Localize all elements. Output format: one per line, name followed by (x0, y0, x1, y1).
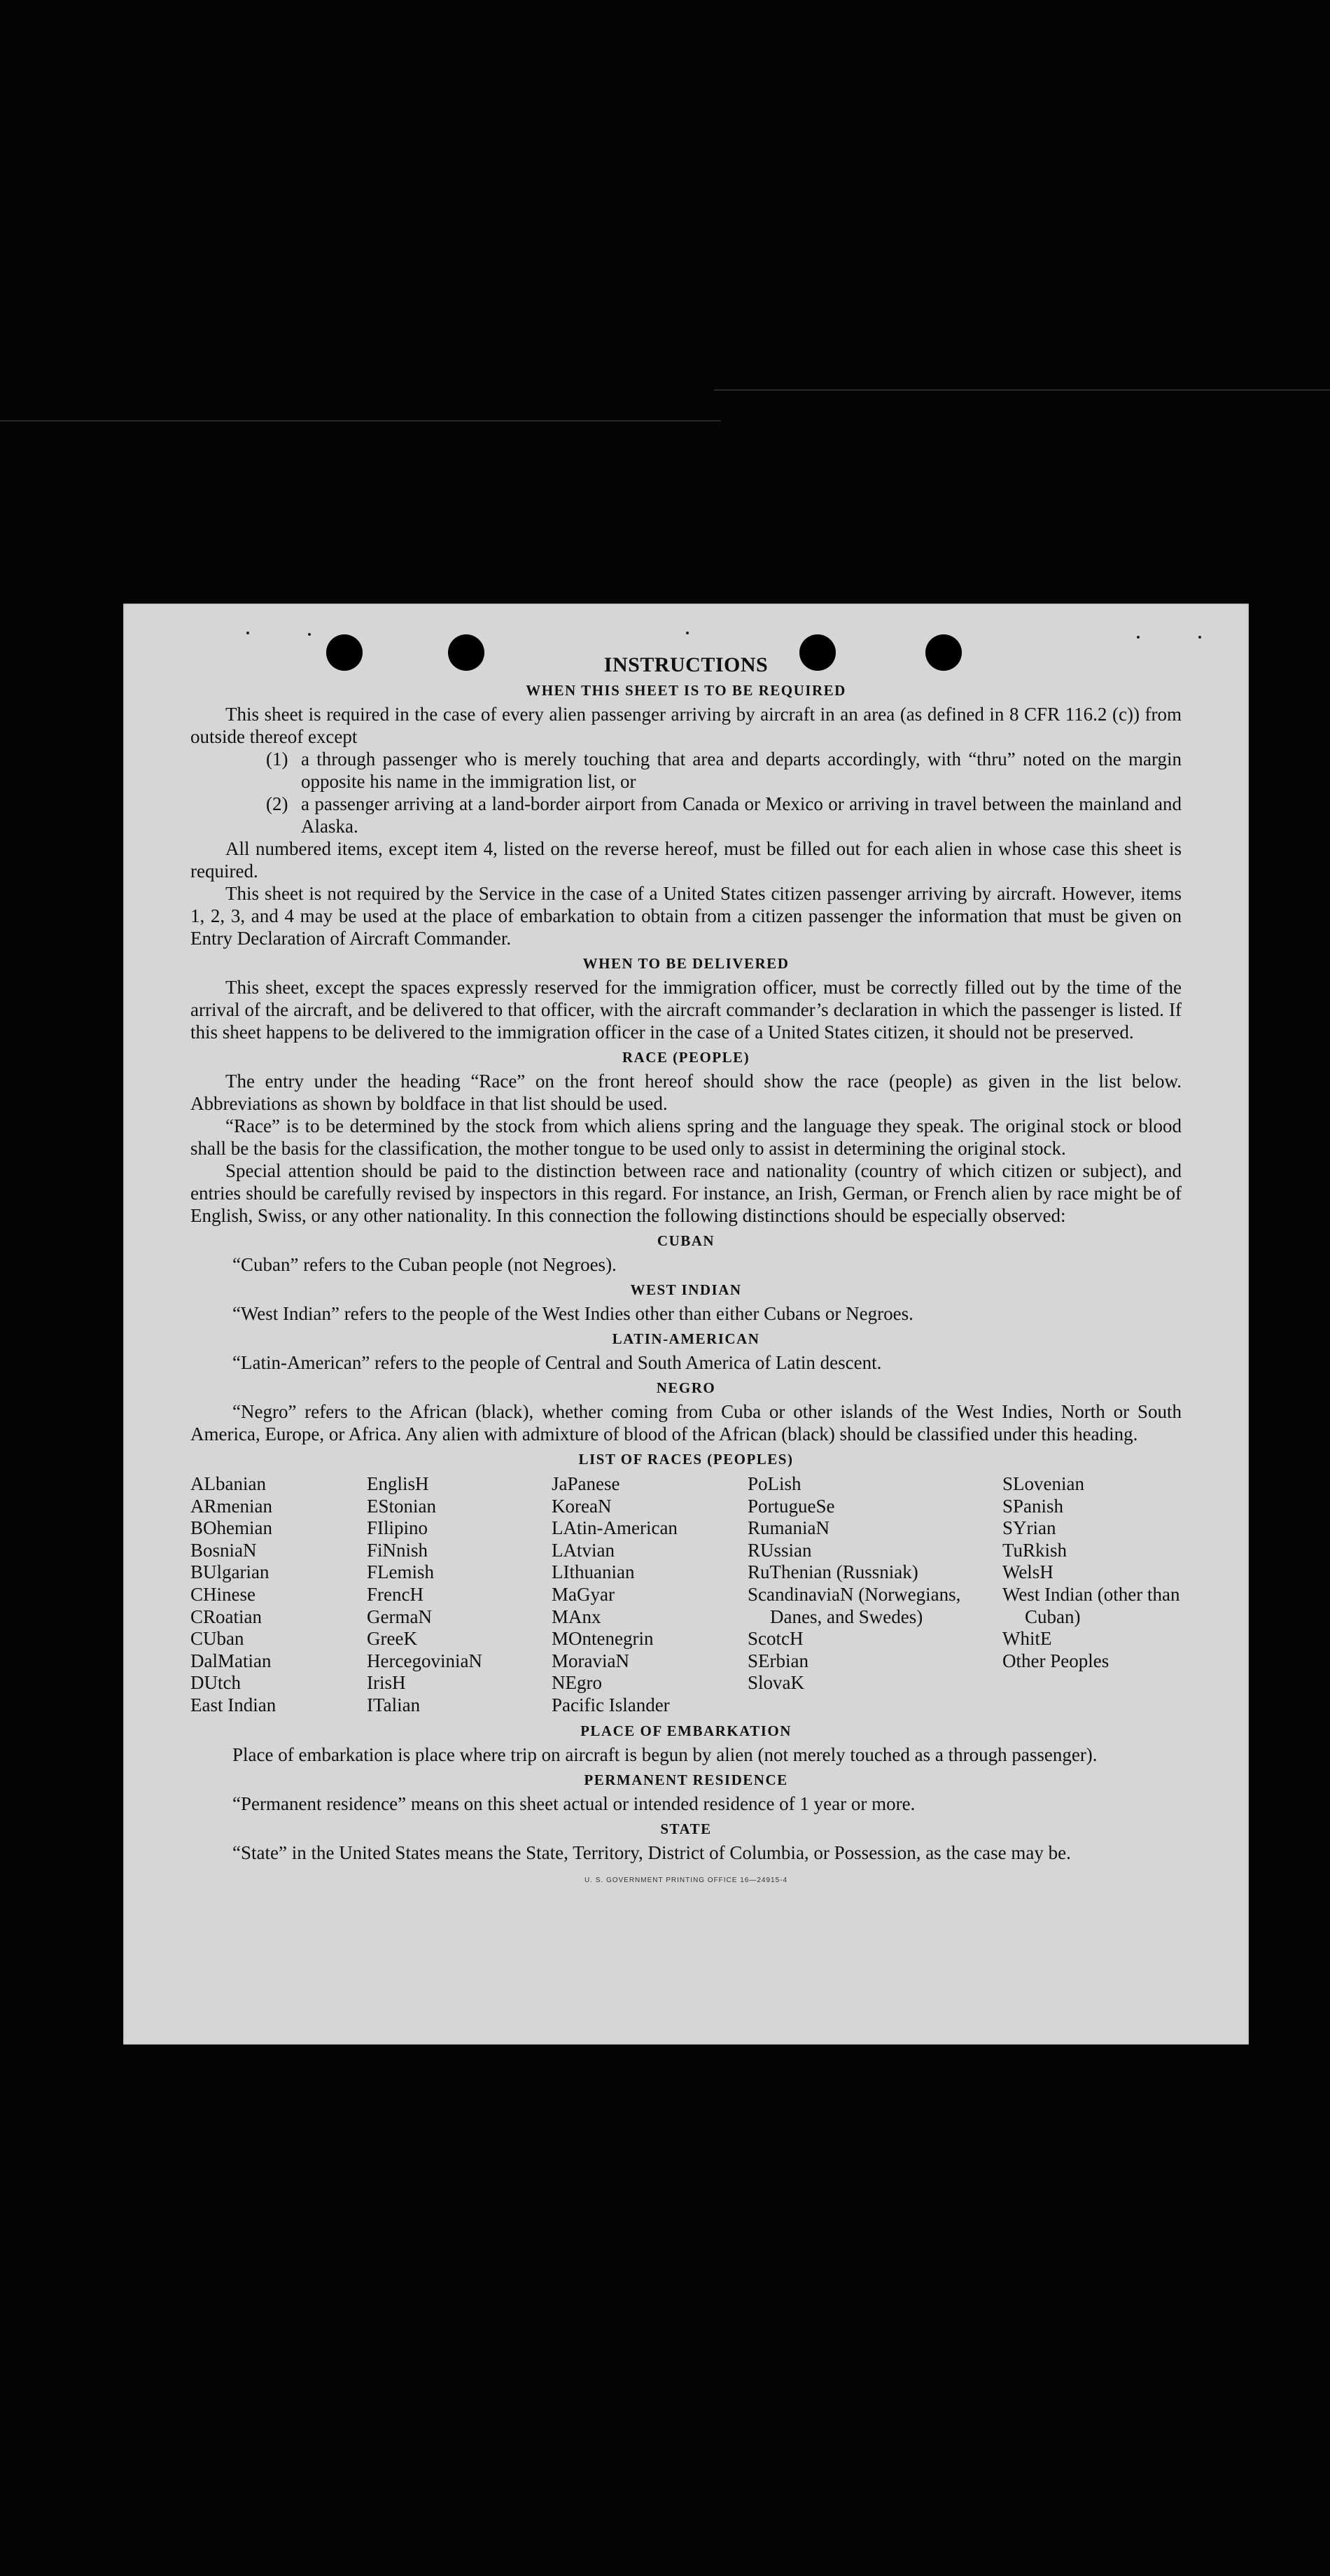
paragraph: “Race” is to be determined by the stock from which aliens spring and the language they speak. The original stock or blood shall be the basis for the classification, the mother tongue to be used only to assist in determining the original stock. (190, 1115, 1182, 1159)
item-number: (1) (266, 749, 288, 770)
race-entry: GreeK (367, 1628, 417, 1650)
race-entry: EnglisH (367, 1473, 429, 1494)
section-heading-list-of-races: LIST OF RACES (PEOPLES) (578, 1451, 794, 1468)
race-entry: ARmenian (190, 1495, 272, 1517)
race-entry: MAnx (552, 1606, 601, 1627)
race-entry: FLemish (367, 1561, 435, 1583)
paragraph: This sheet is required in the case of every alien passenger arriving by aircraft in an area (as defined in 8 CFR 116.2 (c)) from outside thereof except (190, 704, 1182, 747)
speck (1137, 636, 1140, 639)
paragraph: “State” in the United States means the State, Territory, District of Columbia, or Possession, as the case may be. (232, 1842, 1071, 1863)
race-entry: Other Peoples (1002, 1650, 1110, 1671)
race-entry: East Indian (190, 1694, 276, 1715)
race-entry: CRoatian (190, 1606, 262, 1627)
race-entry: WelsH (1002, 1561, 1054, 1583)
races-column (748, 1473, 1002, 1717)
race-entry: BOhemian (190, 1517, 272, 1539)
race-entry: LAtvian (552, 1539, 615, 1561)
race-entry: EStonian (367, 1495, 436, 1517)
race-entry: RuThenian (Russniak) (748, 1561, 918, 1583)
paragraph: “Latin-American” refers to the people of Central and South America of Latin descent. (232, 1352, 882, 1373)
section-heading-west-indian: WEST INDIAN (630, 1281, 742, 1298)
speck (246, 632, 249, 634)
race-entry: ITalian (367, 1694, 421, 1715)
speck (686, 632, 689, 634)
race-entry: ScotcH (748, 1628, 804, 1650)
item-number: (2) (266, 793, 288, 814)
races-list (190, 1473, 1182, 1717)
race-entry: MaGyar (552, 1583, 615, 1605)
page-title: INSTRUCTIONS (603, 653, 769, 676)
race-entry: PortugueSe (748, 1495, 835, 1517)
race-entry: ALbanian (190, 1473, 266, 1494)
section-heading-residence: PERMANENT RESIDENCE (584, 1771, 788, 1788)
race-entry: LIthuanian (552, 1561, 635, 1583)
race-entry: MOntenegrin (552, 1628, 654, 1650)
race-entry: FIlipino (367, 1517, 428, 1539)
printing-office-footer: U. S. GOVERNMENT PRINTING OFFICE 16—24915-4 (584, 1876, 788, 1884)
race-entry: HercegoviniaN (367, 1650, 482, 1671)
section-heading-embarkation: PLACE OF EMBARKATION (580, 1722, 792, 1739)
races-column (190, 1473, 367, 1717)
section-heading-when-delivered: WHEN TO BE DELIVERED (582, 955, 790, 972)
paragraph: This sheet is not required by the Service in the case of a United States citizen passenger arriving by aircraft. However, items 1, 2, 3, and 4 may be used at the place of embarkation to obtain from a citizen passenger the information that must be given on Entry Declaration of Aircraft Commander. (190, 883, 1182, 949)
paragraph: “Permanent residence” means on this sheet actual or intended residence of 1 year or more. (232, 1792, 916, 1814)
list-item (266, 748, 1182, 793)
paragraph: All numbered items, except item 4, listed on the reverse hereof, must be filled out for each alien in whose case this sheet is required. (190, 838, 1182, 882)
race-entry: JaPanese (552, 1473, 620, 1494)
section-heading-latin-american: LATIN-AMERICAN (612, 1330, 760, 1347)
races-column (1002, 1473, 1182, 1717)
speck (1198, 636, 1201, 639)
speck (308, 633, 311, 636)
race-entry: CHinese (190, 1583, 255, 1605)
race-entry: RumaniaN (748, 1517, 830, 1539)
paragraph: “West Indian” refers to the people of the West Indies other than either Cubans or Negroes. (232, 1303, 913, 1324)
race-entry: RUssian (748, 1539, 812, 1561)
race-entry: BUlgarian (190, 1561, 270, 1583)
race-entry: SPanish (1002, 1495, 1064, 1517)
section-heading-state: STATE (660, 1820, 712, 1837)
race-entry: SlovaK (748, 1672, 804, 1694)
paragraph: This sheet, except the spaces expressly reserved for the immigration officer, must be correctly filled out by the time of the arrival of the aircraft, and be delivered to that officer, with the aircraft commander’s declaration in which the passenger is listed. If this sheet happens to be delivered to the immigration officer in the case of a United States citizen, it should not be preserved. (190, 977, 1182, 1043)
section-heading-negro: NEGRO (656, 1379, 716, 1396)
scan-artifact-line (714, 389, 1330, 391)
race-entry: West Indian (other than Cuban) (1002, 1583, 1180, 1627)
race-entry: KoreaN (552, 1495, 612, 1517)
races-column (367, 1473, 552, 1717)
race-entry: DalMatian (190, 1650, 272, 1671)
race-entry: SErbian (748, 1650, 808, 1671)
race-entry: GermaN (367, 1606, 432, 1627)
race-entry: BosniaN (190, 1539, 257, 1561)
section-heading-race: RACE (PEOPLE) (622, 1049, 750, 1066)
race-entry: IrisH (367, 1672, 406, 1694)
section-heading-when-required: WHEN THIS SHEET IS TO BE REQUIRED (526, 682, 846, 699)
scan-artifact-line (0, 420, 721, 422)
paragraph: “Negro” refers to the African (black), whether coming from Cuba or other islands of the West Indies, North or South America, Europe, or Africa. Any alien with admixture of blood of the African (black) should be classified under this heading. (190, 1401, 1182, 1444)
race-entry: Pacific Islander (552, 1694, 670, 1715)
race-entry: PoLish (748, 1473, 802, 1494)
instruction-sheet (123, 604, 1249, 2045)
race-entry: FiNnish (367, 1539, 428, 1561)
paragraph: Place of embarkation is place where trip on aircraft is begun by alien (not merely touched as a through passenger). (232, 1743, 1098, 1765)
race-entry: ScandinaviaN (Norwegians, Danes, and Swedes) (748, 1583, 961, 1627)
race-entry: SYrian (1002, 1517, 1056, 1539)
race-entry: TuRkish (1002, 1539, 1068, 1561)
race-entry: SLovenian (1002, 1473, 1084, 1494)
race-entry: WhitE (1002, 1628, 1052, 1650)
instructions-content (190, 654, 1182, 1892)
race-entry: DUtch (190, 1672, 241, 1694)
races-column (552, 1473, 748, 1717)
list-item (266, 793, 1182, 837)
paragraph: Special attention should be paid to the distinction between race and nationality (country of which citizen or subject), and entries should be carefully revised by inspectors in this regard. For instance, an Irish, German, or French alien by race might be of English, Swiss, or any other nationality. In this connection the following distinctions should be especially observed: (190, 1160, 1182, 1226)
item-text: a passenger arriving at a land-border airport from Canada or Mexico or arriving in travel between the mainland and Alaska. (301, 793, 1182, 837)
race-entry: MoraviaN (552, 1650, 629, 1671)
item-text: a through passenger who is merely touching that area and departs accordingly, with “thru” noted on the margin opposite his name in the immigration list, or (301, 749, 1182, 792)
race-entry: CUban (190, 1628, 244, 1650)
race-entry: FrencH (367, 1583, 424, 1605)
race-entry: LAtin-American (552, 1517, 678, 1539)
paragraph: The entry under the heading “Race” on the front hereof should show the race (people) as given in the list below. Abbreviations as shown by boldface in that list should be used. (190, 1071, 1182, 1114)
paragraph: “Cuban” refers to the Cuban people (not Negroes). (232, 1254, 617, 1275)
section-heading-cuban: CUBAN (657, 1232, 715, 1249)
race-entry: NEgro (552, 1672, 602, 1694)
